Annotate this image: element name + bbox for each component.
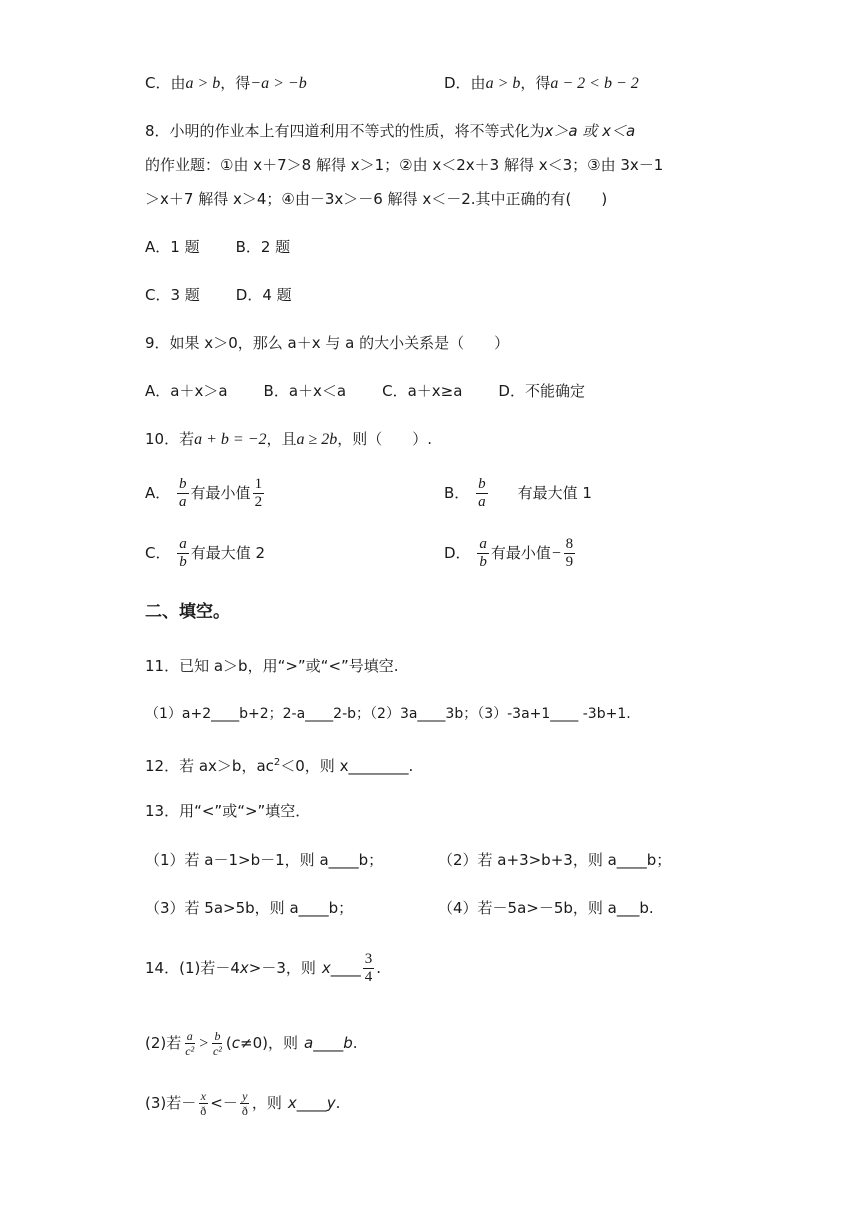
q13-stem: 13．用“<”或“>”填空． (145, 802, 311, 820)
fraction: $\frac{b}{a}$ (478, 476, 486, 510)
q8-stem-line1: 8．小明的作业本上有四道利用不等式的性质，将不等式化为x＞a 或 x＜a (145, 122, 636, 140)
q14-part-2: (2)若 $\frac{a}{\text{c²}}$ > $\frac{b}{\text{c²}}$ (c≠0)，则 a____b. (145, 1029, 358, 1058)
answer-blank: ____ (330, 959, 361, 977)
fraction: $\frac{a}{b}$ (479, 536, 487, 570)
section-title: 二、填空。 (145, 602, 230, 622)
fraction: $\frac{b}{a}$ (179, 476, 187, 510)
q10-option-b: B． $\frac{b}{a}$ 有最大值 1 (444, 476, 592, 510)
q8-options-cd (145, 284, 292, 306)
q8-stem-line3: ＞x＋7 解得 x＞4；④由－3x＞－6 解得 x＜－2.其中正确的有( ) (145, 190, 608, 208)
q11-stem: 11．已知 a＞b，用“>”或“<”号填空. (145, 657, 399, 675)
q13-part-2: （2）若 a+3>b+3，则 a____b； (438, 851, 672, 869)
q14-part-3: (3)若－ $\frac{x}{ð}$ <－ $\frac{y}{ð}$ ，则 x____y. (145, 1089, 341, 1118)
q13-part-3: （3）若 5a>5b，则 a____b； (145, 899, 354, 917)
q9-stem: 9．如果 x＞0，那么 a＋x 与 a 的大小关系是（ ） (145, 334, 510, 352)
q9-option-a: A．a＋x＞a (145, 382, 228, 400)
fraction: $\frac{x}{ð}$ (200, 1089, 207, 1118)
q9-options (145, 380, 585, 402)
q10-option-c: C． $\frac{a}{b}$ 有最大值 2 (145, 536, 266, 570)
q10-option-a: A． $\frac{b}{a}$ 有最小值 $\frac{1}{2}$ (145, 476, 263, 510)
fraction: $\frac{3}{4}$ (364, 951, 373, 985)
q14-part-1: 14．(1)若－4x>－3，则 x____ $\frac{3}{4}$ . (145, 951, 382, 985)
q8-options-ab (145, 236, 290, 258)
q7-option-c: C．由a > b，得−a > −b (145, 74, 307, 92)
q11-parts: （1）a+2____b+2；2-a____2-b；（2）3a____3b；（3）-3a+1____ -3b+1. (145, 706, 631, 722)
q7-option-d: D．由a > b，得a − 2 < b − 2 (444, 74, 639, 92)
q12-stem: 12．若 ax＞b，$ac^2<0$，则 x________. (145, 757, 414, 775)
q9-option-d: D．不能确定 (498, 382, 585, 400)
q8-option-b: B．2 题 (235, 238, 291, 256)
answer-blank: ____ (313, 1034, 344, 1052)
answer-blank: ____ (296, 1094, 327, 1112)
fraction: $\frac{b}{\text{c²}}$ (212, 1029, 222, 1058)
q8-stem-line2: 的作业题：①由 x＋7＞8 解得 x＞1；②由 x＜2x＋3 解得 x＜3；③由 3x－1 (145, 156, 664, 174)
q8-option-d: D．4 题 (235, 286, 292, 304)
q8-option-c: C．3 题 (145, 286, 200, 304)
q8-option-a: A．1 题 (145, 238, 200, 256)
q9-option-c: C．a＋x≥a (382, 382, 463, 400)
q10-option-d: D． $\frac{a}{b}$ 有最小值− $\frac{8}{9}$ (444, 536, 574, 570)
q10-stem: 10．若a + b = −2，且a ≥ 2b，则（ ）. (145, 430, 433, 448)
q9-option-b: B．a＋x＜a (263, 382, 347, 400)
q13-part-4: （4）若－5a>－5b，则 a___b. (438, 899, 654, 917)
fraction: $\frac{y}{ð}$ (241, 1089, 248, 1118)
fraction: $\frac{a}{\text{c²}}$ (185, 1029, 195, 1058)
q13-part-1: （1）若 a－1>b－1，则 a____b； (145, 851, 384, 869)
fraction: $\frac{a}{b}$ (179, 536, 187, 570)
fraction: $\frac{1}{2}$ (254, 476, 263, 510)
fraction: $\frac{8}{9}$ (565, 536, 574, 570)
